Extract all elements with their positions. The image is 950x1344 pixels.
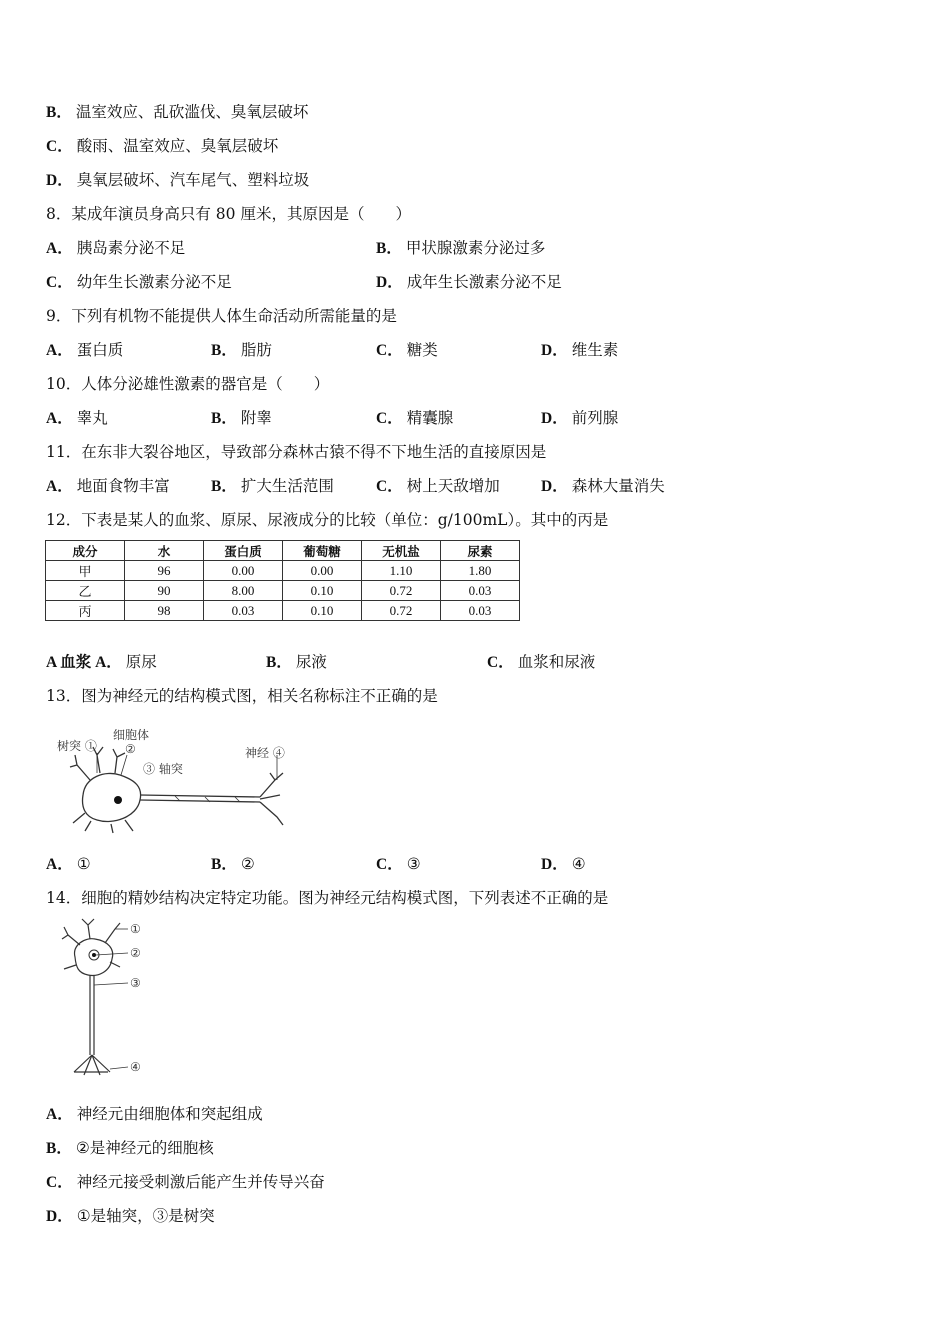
label-2: ② bbox=[130, 946, 141, 960]
table-row bbox=[46, 601, 520, 621]
table-header: 尿素 bbox=[441, 541, 520, 561]
q9-option-c[interactable]: C． 糖类 bbox=[376, 341, 438, 359]
table-cell: 0.03 bbox=[441, 581, 520, 601]
cellbody-label: 细胞体 bbox=[113, 728, 150, 742]
q13-option-c[interactable]: C． ③ bbox=[376, 855, 421, 873]
q8-option-c[interactable]: C． 幼年生长激素分泌不足 bbox=[46, 273, 232, 291]
q12-option-a[interactable]: A 血浆 A． 原尿 bbox=[46, 653, 157, 671]
q7-option-d[interactable]: D． 臭氧层破坏、汽车尾气、塑料垃圾 bbox=[46, 171, 310, 189]
table-cell: 0.10 bbox=[283, 601, 362, 621]
q8-option-b[interactable]: B． 甲状腺激素分泌过多 bbox=[376, 239, 546, 257]
q14-option-d[interactable]: D． ①是轴突，③是树突 bbox=[46, 1207, 215, 1225]
q11-option-b[interactable]: B． 扩大生活范围 bbox=[211, 477, 334, 495]
table-header: 成分 bbox=[46, 541, 125, 561]
neuron-figure-q14 bbox=[60, 917, 155, 1082]
q9-option-a[interactable]: A． 蛋白质 bbox=[46, 341, 124, 359]
q10-option-d[interactable]: D． 前列腺 bbox=[541, 409, 619, 427]
table-cell: 0.72 bbox=[362, 601, 441, 621]
table-header: 葡萄糖 bbox=[283, 541, 362, 561]
q10-option-c[interactable]: C． 精囊腺 bbox=[376, 409, 454, 427]
q12-option-c[interactable]: C． 血浆和尿液 bbox=[487, 653, 596, 671]
neuron-diagram-vertical bbox=[60, 917, 155, 1082]
q9-option-d[interactable]: D． 维生素 bbox=[541, 341, 619, 359]
table-header: 水 bbox=[125, 541, 204, 561]
table-header: 蛋白质 bbox=[204, 541, 283, 561]
q10-option-b[interactable]: B． 附睾 bbox=[211, 409, 272, 427]
q10-stem: 10．人体分泌雄性激素的器官是（ ） bbox=[46, 375, 330, 393]
table-cell: 96 bbox=[125, 561, 204, 581]
table-cell: 0.03 bbox=[441, 601, 520, 621]
table-cell: 0.10 bbox=[283, 581, 362, 601]
axon-label: ③ 轴突 bbox=[143, 762, 183, 776]
table-cell: 0.03 bbox=[204, 601, 283, 621]
table-cell: 甲 bbox=[46, 561, 125, 581]
q8-option-a[interactable]: A． 胰岛素分泌不足 bbox=[46, 239, 186, 257]
q14-option-c[interactable]: C． 神经元接受刺激后能产生并传导兴奋 bbox=[46, 1173, 325, 1191]
table-cell: 98 bbox=[125, 601, 204, 621]
table-cell: 0.00 bbox=[204, 561, 283, 581]
q11-option-c[interactable]: C． 树上天敌增加 bbox=[376, 477, 500, 495]
table-row bbox=[46, 581, 520, 601]
q13-option-b[interactable]: B． ② bbox=[211, 855, 255, 873]
label-1: ① bbox=[130, 922, 141, 936]
table-header: 无机盐 bbox=[362, 541, 441, 561]
q14-option-b[interactable]: B． ②是神经元的细胞核 bbox=[46, 1139, 214, 1157]
q8-stem: 8．某成年演员身高只有 80 厘米，其原因是（ ） bbox=[46, 205, 411, 223]
neuron-diagram bbox=[55, 725, 300, 835]
dendrite-label: 树突 ① bbox=[57, 739, 97, 753]
table-cell: 0.72 bbox=[362, 581, 441, 601]
q10-option-a[interactable]: A． 睾丸 bbox=[46, 409, 108, 427]
table-cell: 0.00 bbox=[283, 561, 362, 581]
q14-stem: 14．细胞的精妙结构决定特定功能。图为神经元结构模式图，下列表述不正确的是 bbox=[46, 889, 609, 907]
q13-option-d[interactable]: D． ④ bbox=[541, 855, 586, 873]
table-header-row bbox=[46, 541, 520, 561]
q9-option-b[interactable]: B． 脂肪 bbox=[211, 341, 272, 359]
q7-option-b[interactable]: B． 温室效应、乱砍滥伐、臭氧层破坏 bbox=[46, 103, 309, 121]
q11-option-d[interactable]: D． 森林大量消失 bbox=[541, 477, 665, 495]
table-cell: 乙 bbox=[46, 581, 125, 601]
q14-option-a[interactable]: A． 神经元由细胞体和突起组成 bbox=[46, 1105, 263, 1123]
q12-option-b[interactable]: B． 尿液 bbox=[266, 653, 327, 671]
two-label: ② bbox=[125, 742, 136, 756]
table-cell: 1.80 bbox=[441, 561, 520, 581]
q12-stem: 12．下表是某人的血浆、原尿、尿液成分的比较（单位：g/100mL）。其中的丙是 bbox=[46, 511, 609, 529]
neuron-figure-q13 bbox=[55, 725, 300, 835]
table-cell: 1.10 bbox=[362, 561, 441, 581]
label-4: ④ bbox=[130, 1060, 141, 1074]
nerve-label: 神经 ④ bbox=[245, 746, 285, 760]
q8-option-d[interactable]: D． 成年生长激素分泌不足 bbox=[376, 273, 562, 291]
q11-option-a[interactable]: A． 地面食物丰富 bbox=[46, 477, 170, 495]
q9-stem: 9．下列有机物不能提供人体生命活动所需能量的是 bbox=[46, 307, 397, 325]
q13-option-a[interactable]: A． ① bbox=[46, 855, 91, 873]
composition-table bbox=[45, 540, 520, 621]
table-cell: 90 bbox=[125, 581, 204, 601]
label-3: ③ bbox=[130, 976, 141, 990]
q13-stem: 13．图为神经元的结构模式图，相关名称标注不正确的是 bbox=[46, 687, 438, 705]
table-cell: 丙 bbox=[46, 601, 125, 621]
table-row bbox=[46, 561, 520, 581]
q7-option-c[interactable]: C． 酸雨、温室效应、臭氧层破坏 bbox=[46, 137, 279, 155]
q11-stem: 11．在东非大裂谷地区，导致部分森林古猿不得不下地生活的直接原因是 bbox=[46, 443, 547, 461]
table-cell: 8.00 bbox=[204, 581, 283, 601]
